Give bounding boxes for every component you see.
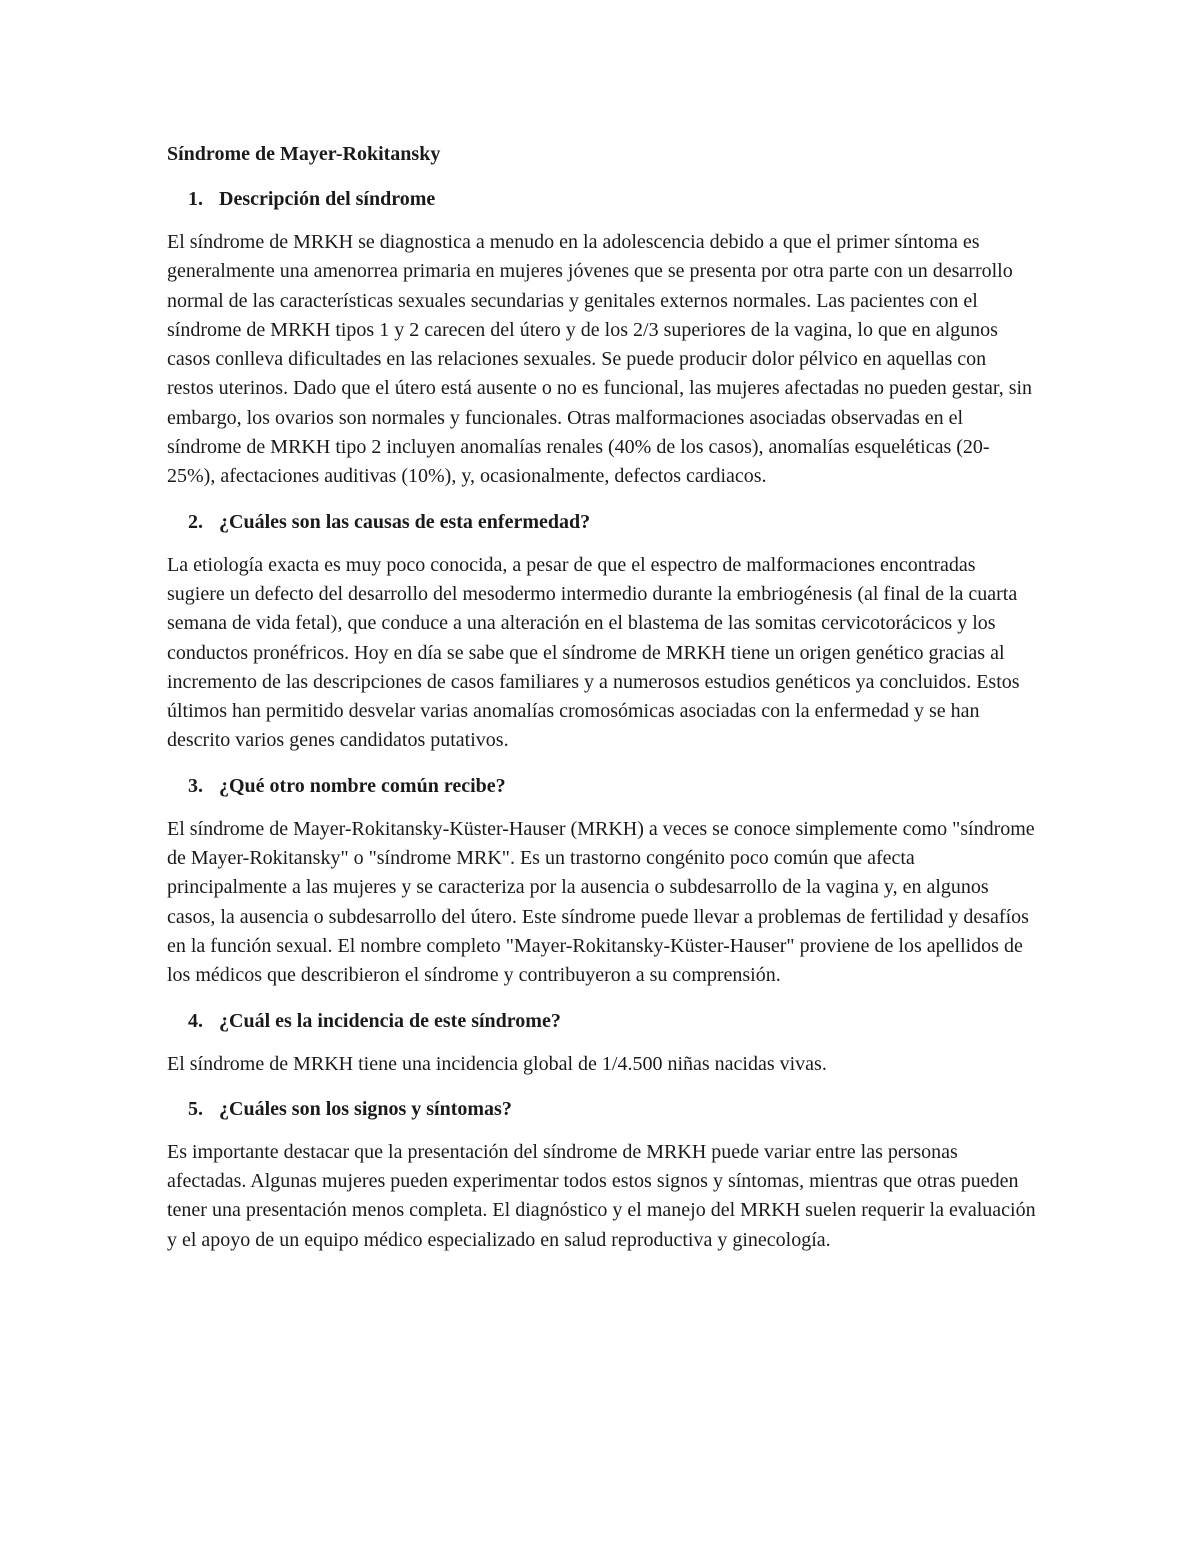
section-number: 4. [188, 1009, 203, 1032]
section-4 [167, 1007, 1037, 1079]
section-number: 3. [188, 774, 203, 797]
section-body: El síndrome de MRKH tiene una incidencia global de 1/4.500 niñas nacidas vivas. [167, 1052, 827, 1075]
section-heading [167, 508, 1037, 537]
document-title: Síndrome de Mayer-Rokitansky [167, 143, 441, 165]
document-page [167, 140, 1037, 1271]
section-body: El síndrome de Mayer-Rokitansky-Küster-Hauser (MRKH) a veces se conoce simplemente como "síndrome de Mayer-Rokitansky" o "síndrome MRK". Es un trastorno congénito poco común que afecta principalmente a las mujeres y se caracteriza por la ausencia o subdesarrollo de la vagina y, en algunos casos, la ausencia o subdesarrollo del útero. Este síndrome puede llevar a problemas de fertilidad y desafíos en la función sexual. El nombre completo "Mayer-Rokitansky-Küster-Hauser" proviene de los apellidos de los médicos que describieron el síndrome y contribuyeron a su comprensión. [167, 817, 1035, 987]
section-number: 1. [188, 188, 203, 210]
section-3 [167, 772, 1037, 991]
section-heading [167, 185, 1037, 214]
section-1 [167, 185, 1037, 492]
section-heading [167, 1007, 1037, 1036]
section-body: Es importante destacar que la presentación del síndrome de MRKH puede variar entre las personas afectadas. Algunas mujeres pueden experimentar todos estos signos y síntomas, mientras que otras pueden tener una presentación menos completa. El diagnóstico y el manejo del MRKH suelen requerir la evaluación y el apoyo de un equipo médico especializado en salud reproductiva y ginecología. [167, 1140, 1036, 1251]
section-body: La etiología exacta es muy poco conocida, a pesar de que el espectro de malformaciones encontradas sugiere un defecto del desarrollo del mesodermo intermedio durante la embriogénesis (al final de la cuarta semana de vida fetal), que conduce a una alteración en el blastema de las somitas cervicotorácicos y los conductos pronéfricos. Hoy en día se sabe que el síndrome de MRKH tiene un origen genético gracias al incremento de las descripciones de casos familiares y a numerosos estudios genéticos ya concluidos. Estos últimos han permitido desvelar varias anomalías cromosómicas asociadas con la enfermedad y se han descrito varios genes candidatos putativos. [167, 553, 1020, 752]
section-number: 5. [188, 1097, 203, 1120]
section-heading-text: ¿Cuál es la incidencia de este síndrome? [219, 1009, 561, 1032]
section-heading [167, 772, 1037, 801]
section-2 [167, 508, 1037, 756]
section-heading-text: ¿Cuáles son los signos y síntomas? [219, 1097, 512, 1120]
section-heading-text: ¿Cuáles son las causas de esta enfermedad? [219, 510, 591, 533]
section-5 [167, 1095, 1037, 1255]
section-heading [167, 1095, 1037, 1124]
section-number: 2. [188, 510, 203, 533]
section-heading-text: ¿Qué otro nombre común recibe? [219, 774, 506, 797]
section-heading-text: Descripción del síndrome [219, 188, 436, 210]
section-body: El síndrome de MRKH se diagnostica a menudo en la adolescencia debido a que el primer síntoma es generalmente una amenorrea primaria en mujeres jóvenes que se presenta por otra parte con un desarrollo normal de las características sexuales secundarias y genitales externos normales. Las pacientes con el síndrome de MRKH tipos 1 y 2 carecen del útero y de los 2/3 superiores de la vagina, lo que en algunos casos conlleva dificultades en las relaciones sexuales. Se puede producir dolor pélvico en aquellas con restos uterinos. Dado que el útero está ausente o no es funcional, las mujeres afectadas no pueden gestar, sin embargo, los ovarios son normales y funcionales. Otras malformaciones asociadas observadas en el síndrome de MRKH tipo 2 incluyen anomalías renales (40% de los casos), anomalías esqueléticas (20-25%), afectaciones auditivas (10%), y, ocasionalmente, defectos cardiacos. [167, 231, 1033, 488]
